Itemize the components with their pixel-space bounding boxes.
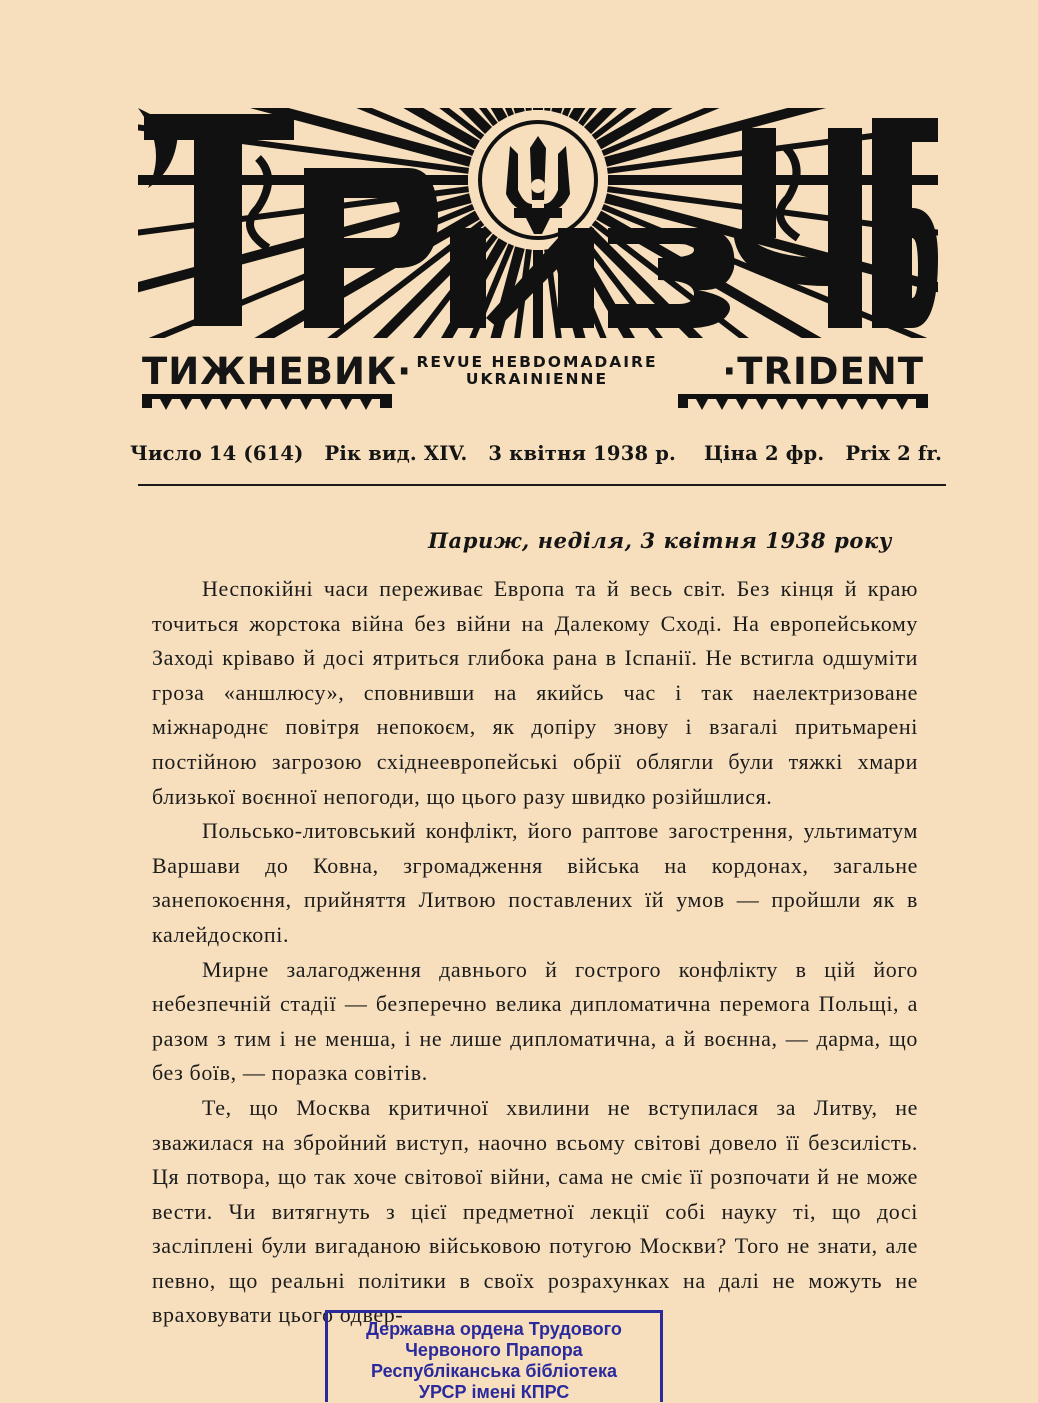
masthead-artwork xyxy=(138,108,938,338)
subtitle-right: ·TRIDENT xyxy=(722,350,924,393)
issue-line xyxy=(130,442,948,465)
library-stamp xyxy=(325,1310,663,1402)
masthead-logo xyxy=(138,108,938,338)
stamp-line: Червоного Прапора xyxy=(405,1340,583,1360)
issue-number: Число 14 (614) xyxy=(130,442,304,465)
issue-date: 3 квітня 1938 р. xyxy=(488,442,677,465)
subtitle-middle-line1: REVUE HEBDOMADAIRE xyxy=(416,353,658,371)
ornament-left-icon xyxy=(142,394,392,412)
price-fr: Prix 2 fr. xyxy=(845,442,943,465)
paragraph: Неспокійні часи переживає Европа та й весь світ. Без кінця й краю точиться жорстока війна без війни на Далекому Сході. На европейському Заході кріваво й досі ятриться глибока рана в Іспанії. Не встигла одшуміти гроза «аншлюсу», сповнивши на якийсь час і так наелектризоване міжнароднє повітря непокоєм, як допіру знову і взагалі притьмарені постійною загрозою східнеевропейські обрії облягли були тяжкі хмари близької воєнної непогоди, що цього разу швидко розійшлися. xyxy=(152,576,918,809)
ornament-right-icon xyxy=(678,394,928,412)
issue-year: Рік вид. XIV. xyxy=(324,442,468,465)
stamp-line: УРСР імені КПРС xyxy=(418,1382,570,1402)
subtitle-middle xyxy=(397,354,677,388)
subtitle-middle-line2: UKRAINIENNE xyxy=(465,370,609,388)
paragraph: Мирне залагодження давнього й гострого конфлікту в цій його небезпечній стадії — безперечно велика дипломатична перемога Польщі, а разом з тим і не менша, і не лише дипломатична, а й воєнна, — дарма, що без боїв, — поразка совітів. xyxy=(152,956,918,1086)
paragraph: Польсько-литовський конфлікт, його раптове загострення, ультиматум Варшави до Ковна, згромадження війська на кордонах, загальне занепокоєння, прийняття Литвою поставлених їй умов — пройшли як в калейдоскопі. xyxy=(152,818,918,947)
stamp-line: Державна ордена Трудового xyxy=(366,1319,622,1339)
price-ua: Ціна 2 фр. xyxy=(704,442,825,465)
subtitle-left: ТИЖНЕВИК· xyxy=(142,350,413,393)
article-body xyxy=(152,572,918,1333)
paragraph: Те, що Москва критичної хвилини не вступилася за Литву, не зважилася на збройний виступ, наочно всьому світові довело її безсилість. Ця потвора, що так хоче світової війни, сама не сміє її розпочати й не може вести. Чи витягнуть з цієї предметної лекції собі науку ті, що досі засліплені були вигаданою військовою потугою Москви? Того не знати, але певно, що реальні політики в своїх розрахунках на далі не можуть не враховувати цього одвер- xyxy=(152,1094,918,1328)
dateline: Париж, неділя, 3 квітня 1938 року xyxy=(428,528,892,553)
header-rule xyxy=(138,484,946,486)
masthead-subtitle xyxy=(142,348,932,412)
stamp-line: Республіканська бібліотека xyxy=(371,1361,617,1381)
